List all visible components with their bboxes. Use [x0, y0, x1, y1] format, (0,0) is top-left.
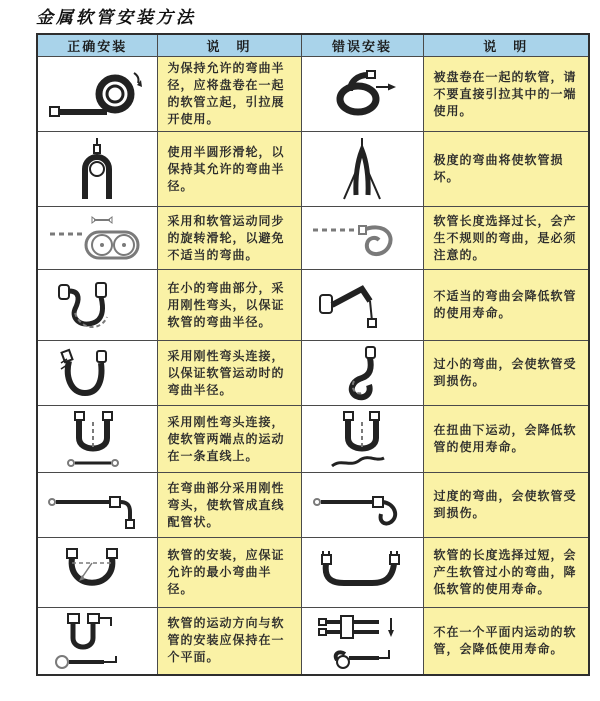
header-wrong-install: 错误安装	[301, 34, 423, 57]
correct-description: 在小的弯曲部分，采用刚性弯头，以保证软管的弯曲半径。	[157, 270, 301, 341]
wrong-description: 软管长度选择过长，会产生不规则的弯曲，是必须注意的。	[423, 207, 589, 270]
too-small-bend-icon	[310, 343, 414, 403]
correct-image-cell	[37, 132, 157, 207]
same-plane-motion-trap-icon	[42, 610, 152, 672]
synchronized-rotating-pulley-icon	[42, 210, 152, 266]
correct-description: 采用刚性弯头连接，以保证软管运动时的弯曲半径。	[157, 341, 301, 406]
correct-image-cell	[37, 341, 157, 406]
wrong-image-cell	[301, 57, 423, 132]
rigid-elbow-connection-icon	[45, 343, 149, 403]
table-row	[37, 207, 589, 270]
correct-image-cell	[37, 538, 157, 608]
wrong-image-cell	[301, 270, 423, 341]
header-correct-install: 正确安装	[37, 34, 157, 57]
irregular-bend-excess-length-icon	[307, 210, 417, 266]
wrong-image-cell	[301, 406, 423, 473]
page-title: 金属软管安装方法	[36, 8, 196, 28]
wrong-image-cell	[301, 538, 423, 608]
coiled-hose-upright-icon	[45, 63, 149, 125]
header-correct-description: 说 明	[157, 34, 301, 57]
wrong-description: 在扭曲下运动，会降低软管的使用寿命。	[423, 406, 589, 473]
header-wrong-description: 说 明	[423, 34, 589, 57]
overbent-elbow-icon	[307, 476, 417, 534]
rigid-elbow-small-bend-icon	[45, 273, 149, 337]
correct-description: 为保持允许的弯曲半径，应将盘卷在一起的软管立起，引拉展开使用。	[157, 57, 301, 132]
wrong-description: 不适当的弯曲会降低软管的使用寿命。	[423, 270, 589, 341]
wrong-image-cell	[301, 473, 423, 538]
correct-description: 软管的安装，应保证允许的最小弯曲半径。	[157, 538, 301, 608]
correct-image-cell	[37, 207, 157, 270]
wrong-description: 过度的弯曲，会使软管受到损伤。	[423, 473, 589, 538]
header-row	[37, 34, 589, 57]
table-row	[37, 473, 589, 538]
wrong-description: 软管的长度选择过短，会产生软管过小的弯曲，降低软管的使用寿命。	[423, 538, 589, 608]
correct-description: 使用半圆形滑轮，以保持其允许的弯曲半径。	[157, 132, 301, 207]
coiled-hose-pulled-flat-icon	[310, 63, 414, 125]
wrong-image-cell	[301, 207, 423, 270]
straight-piping-rigid-elbow-icon	[42, 476, 152, 534]
wrong-description: 被盘卷在一起的软管，请不要直接引拉其中的一端使用。	[423, 57, 589, 132]
semicircular-pulley-icon	[45, 135, 149, 203]
table-row	[37, 132, 589, 207]
table-row	[37, 538, 589, 608]
wrong-image-cell	[301, 341, 423, 406]
table-row	[37, 341, 589, 406]
wrong-description: 极度的弯曲将使软管损坏。	[423, 132, 589, 207]
out-of-plane-motion-icon	[307, 610, 417, 672]
correct-description: 软管的运动方向与软管的安装应保持在一个平面。	[157, 608, 301, 675]
installation-methods-table	[36, 33, 590, 676]
correct-image-cell	[37, 270, 157, 341]
twisted-motion-u-hose-icon	[310, 408, 414, 470]
correct-description: 在弯曲部分采用刚性弯头，使软管成直线配管状。	[157, 473, 301, 538]
table-row	[37, 608, 589, 675]
inline-motion-u-hose-icon	[45, 408, 149, 470]
correct-description: 采用和软管运动同步的旋转滑轮，以避免不适当的弯曲。	[157, 207, 301, 270]
table-row	[37, 57, 589, 132]
correct-image-cell	[37, 473, 157, 538]
correct-image-cell	[37, 57, 157, 132]
extreme-bend-icon	[310, 135, 414, 203]
wrong-image-cell	[301, 608, 423, 675]
improper-bend-icon	[310, 273, 414, 337]
correct-description: 采用刚性弯头连接，使软管两端点的运动在一条直线上。	[157, 406, 301, 473]
wrong-description: 过小的弯曲，会使软管受到损伤。	[423, 341, 589, 406]
minimum-bend-radius-u-icon	[45, 541, 149, 605]
table-row	[37, 270, 589, 341]
table-row	[37, 406, 589, 473]
correct-image-cell	[37, 406, 157, 473]
too-short-hose-icon	[310, 541, 414, 605]
correct-image-cell	[37, 608, 157, 675]
wrong-description: 不在一个平面内运动的软管，会降低使用寿命。	[423, 608, 589, 675]
wrong-image-cell	[301, 132, 423, 207]
